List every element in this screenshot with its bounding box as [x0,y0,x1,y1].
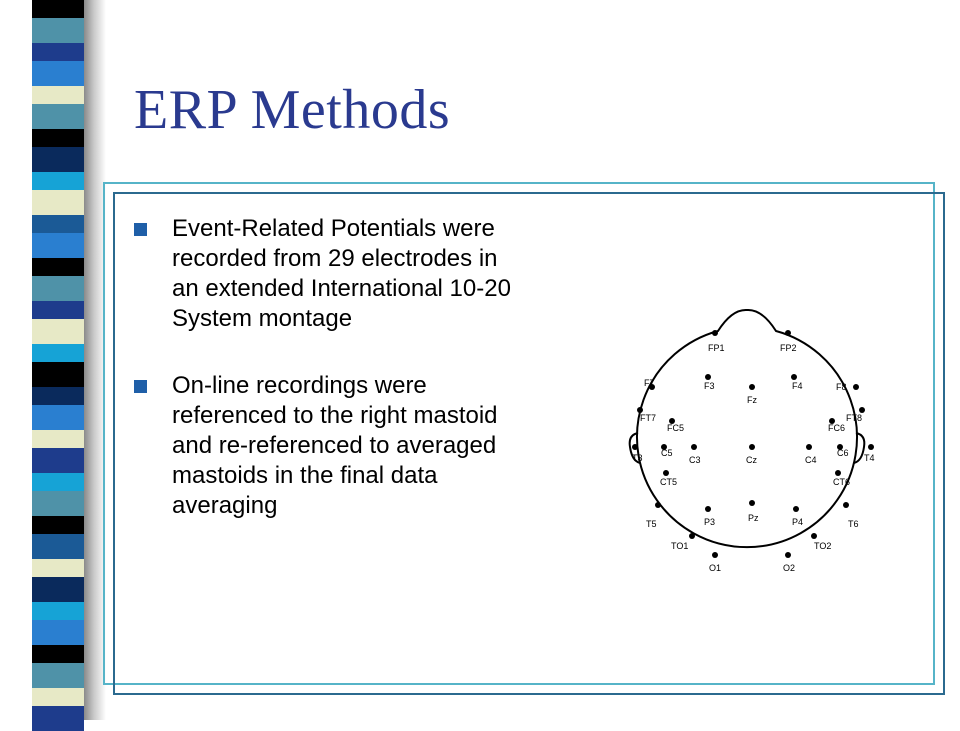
electrode-dot-o2 [785,552,791,558]
electrode-label-o2: O2 [783,563,796,573]
stripe-segment [32,620,84,645]
electrode-label-o1: O1 [709,563,722,573]
stripe-segment [32,86,84,104]
stripe-segment [32,190,84,215]
electrode-label-ft8: FT8 [846,413,863,423]
electrode-label-fc5: FC5 [667,423,685,433]
electrode-label-c6: C6 [837,448,849,458]
electrode-label-t5: T5 [646,519,657,529]
electrode-label-ct6: CT6 [833,477,851,487]
electrode-dot-t5 [655,502,661,508]
stripe-segment [32,645,84,663]
electrode-dot-c3 [691,444,697,450]
stripe-segment [32,301,84,319]
electrode-label-to1: TO1 [671,541,689,551]
electrode-label-c3: C3 [689,455,701,465]
stripe-segment [32,233,84,258]
electrode-label-p3: P3 [704,517,716,527]
electrode-dot-pz [749,500,755,506]
electrode-dot-to2 [811,533,817,539]
electrode-label-ct5: CT5 [660,477,678,487]
electrode-dot-t6 [843,502,849,508]
electrode-label-p4: P4 [792,517,804,527]
electrode-dot-o1 [712,552,718,558]
bullet-list [134,214,524,558]
stripe-segment [32,276,84,301]
stripe-segment [32,129,84,147]
electrode-label-f3: F3 [704,381,715,391]
stripe-segment [32,473,84,491]
stripe-segment [32,448,84,473]
stripe-segment [32,104,84,129]
electrode-label-fp1: FP1 [708,343,725,353]
electrode-label-f7: F7 [644,378,655,388]
stripe-segment [32,258,84,276]
stripe-segment [32,319,84,344]
stripe-segment [32,147,84,172]
stripe-segment [32,172,84,190]
decorative-stripe-bar [32,0,84,720]
electrode-dot-fp2 [785,330,791,336]
bullet-item-referencing [134,371,524,521]
electrode-label-pz: Pz [748,513,759,523]
stripe-segment [32,706,84,731]
electrode-dot-t3 [632,444,638,450]
electrode-label-to2: TO2 [814,541,832,551]
stripe-segment [32,18,84,43]
electrode-dot-cz [749,444,755,450]
stripe-segment [32,559,84,577]
stripe-segment [32,344,84,362]
electrode-label-f8: F8 [836,382,847,392]
stripe-segment [32,215,84,233]
electrode-label-t4: T4 [864,453,875,463]
electrode-label-fz: Fz [747,395,757,405]
stripe-segment [32,405,84,430]
stripe-segment [32,688,84,706]
bullet-text: On-line recordings were referenced to the right mastoid and re-referenced to averaged mastoids in the final data averaging [172,372,498,519]
electrode-label-f4: F4 [792,381,803,391]
slide-title: ERP Methods [134,79,451,141]
stripe-segment [32,534,84,559]
square-bullet-icon [134,380,147,393]
stripe-segment [32,577,84,602]
stripe-segment [32,491,84,516]
electrode-label-fc6: FC6 [828,423,846,433]
stripe-segment [32,43,84,61]
electrode-dot-f8 [853,384,859,390]
electrode-label-cz: Cz [746,455,757,465]
electrode-label-c4: C4 [805,455,817,465]
electrode-dot-fz [749,384,755,390]
stripe-segment [32,602,84,620]
bullet-text: Event-Related Potentials were recorded from 29 electrodes in an extended International 10-20 System montage [172,215,511,332]
electrode-montage-diagram [620,305,880,585]
stripe-segment [32,61,84,86]
electrode-dot-f4 [791,374,797,380]
stripe-segment [32,387,84,405]
electrode-label-t6: T6 [848,519,859,529]
stripe-segment [32,0,84,18]
electrode-label-t3: T3 [632,453,643,463]
bullet-item-electrodes [134,214,524,334]
stripe-segment [32,430,84,448]
electrode-dot-t4 [868,444,874,450]
stripe-segment [32,516,84,534]
electrode-label-fp2: FP2 [780,343,797,353]
electrode-label-ft7: FT7 [640,413,657,423]
electrode-dot-p3 [705,506,711,512]
electrode-dot-ct6 [835,470,841,476]
electrode-dot-p4 [793,506,799,512]
electrode-dot-fp1 [712,330,718,336]
electrode-dot-f3 [705,374,711,380]
electrode-label-c5: C5 [661,448,673,458]
square-bullet-icon [134,223,147,236]
stripe-segment [32,663,84,688]
electrode-dot-ct5 [663,470,669,476]
electrode-dot-to1 [689,533,695,539]
stripe-segment [32,362,84,387]
electrode-dot-c4 [806,444,812,450]
